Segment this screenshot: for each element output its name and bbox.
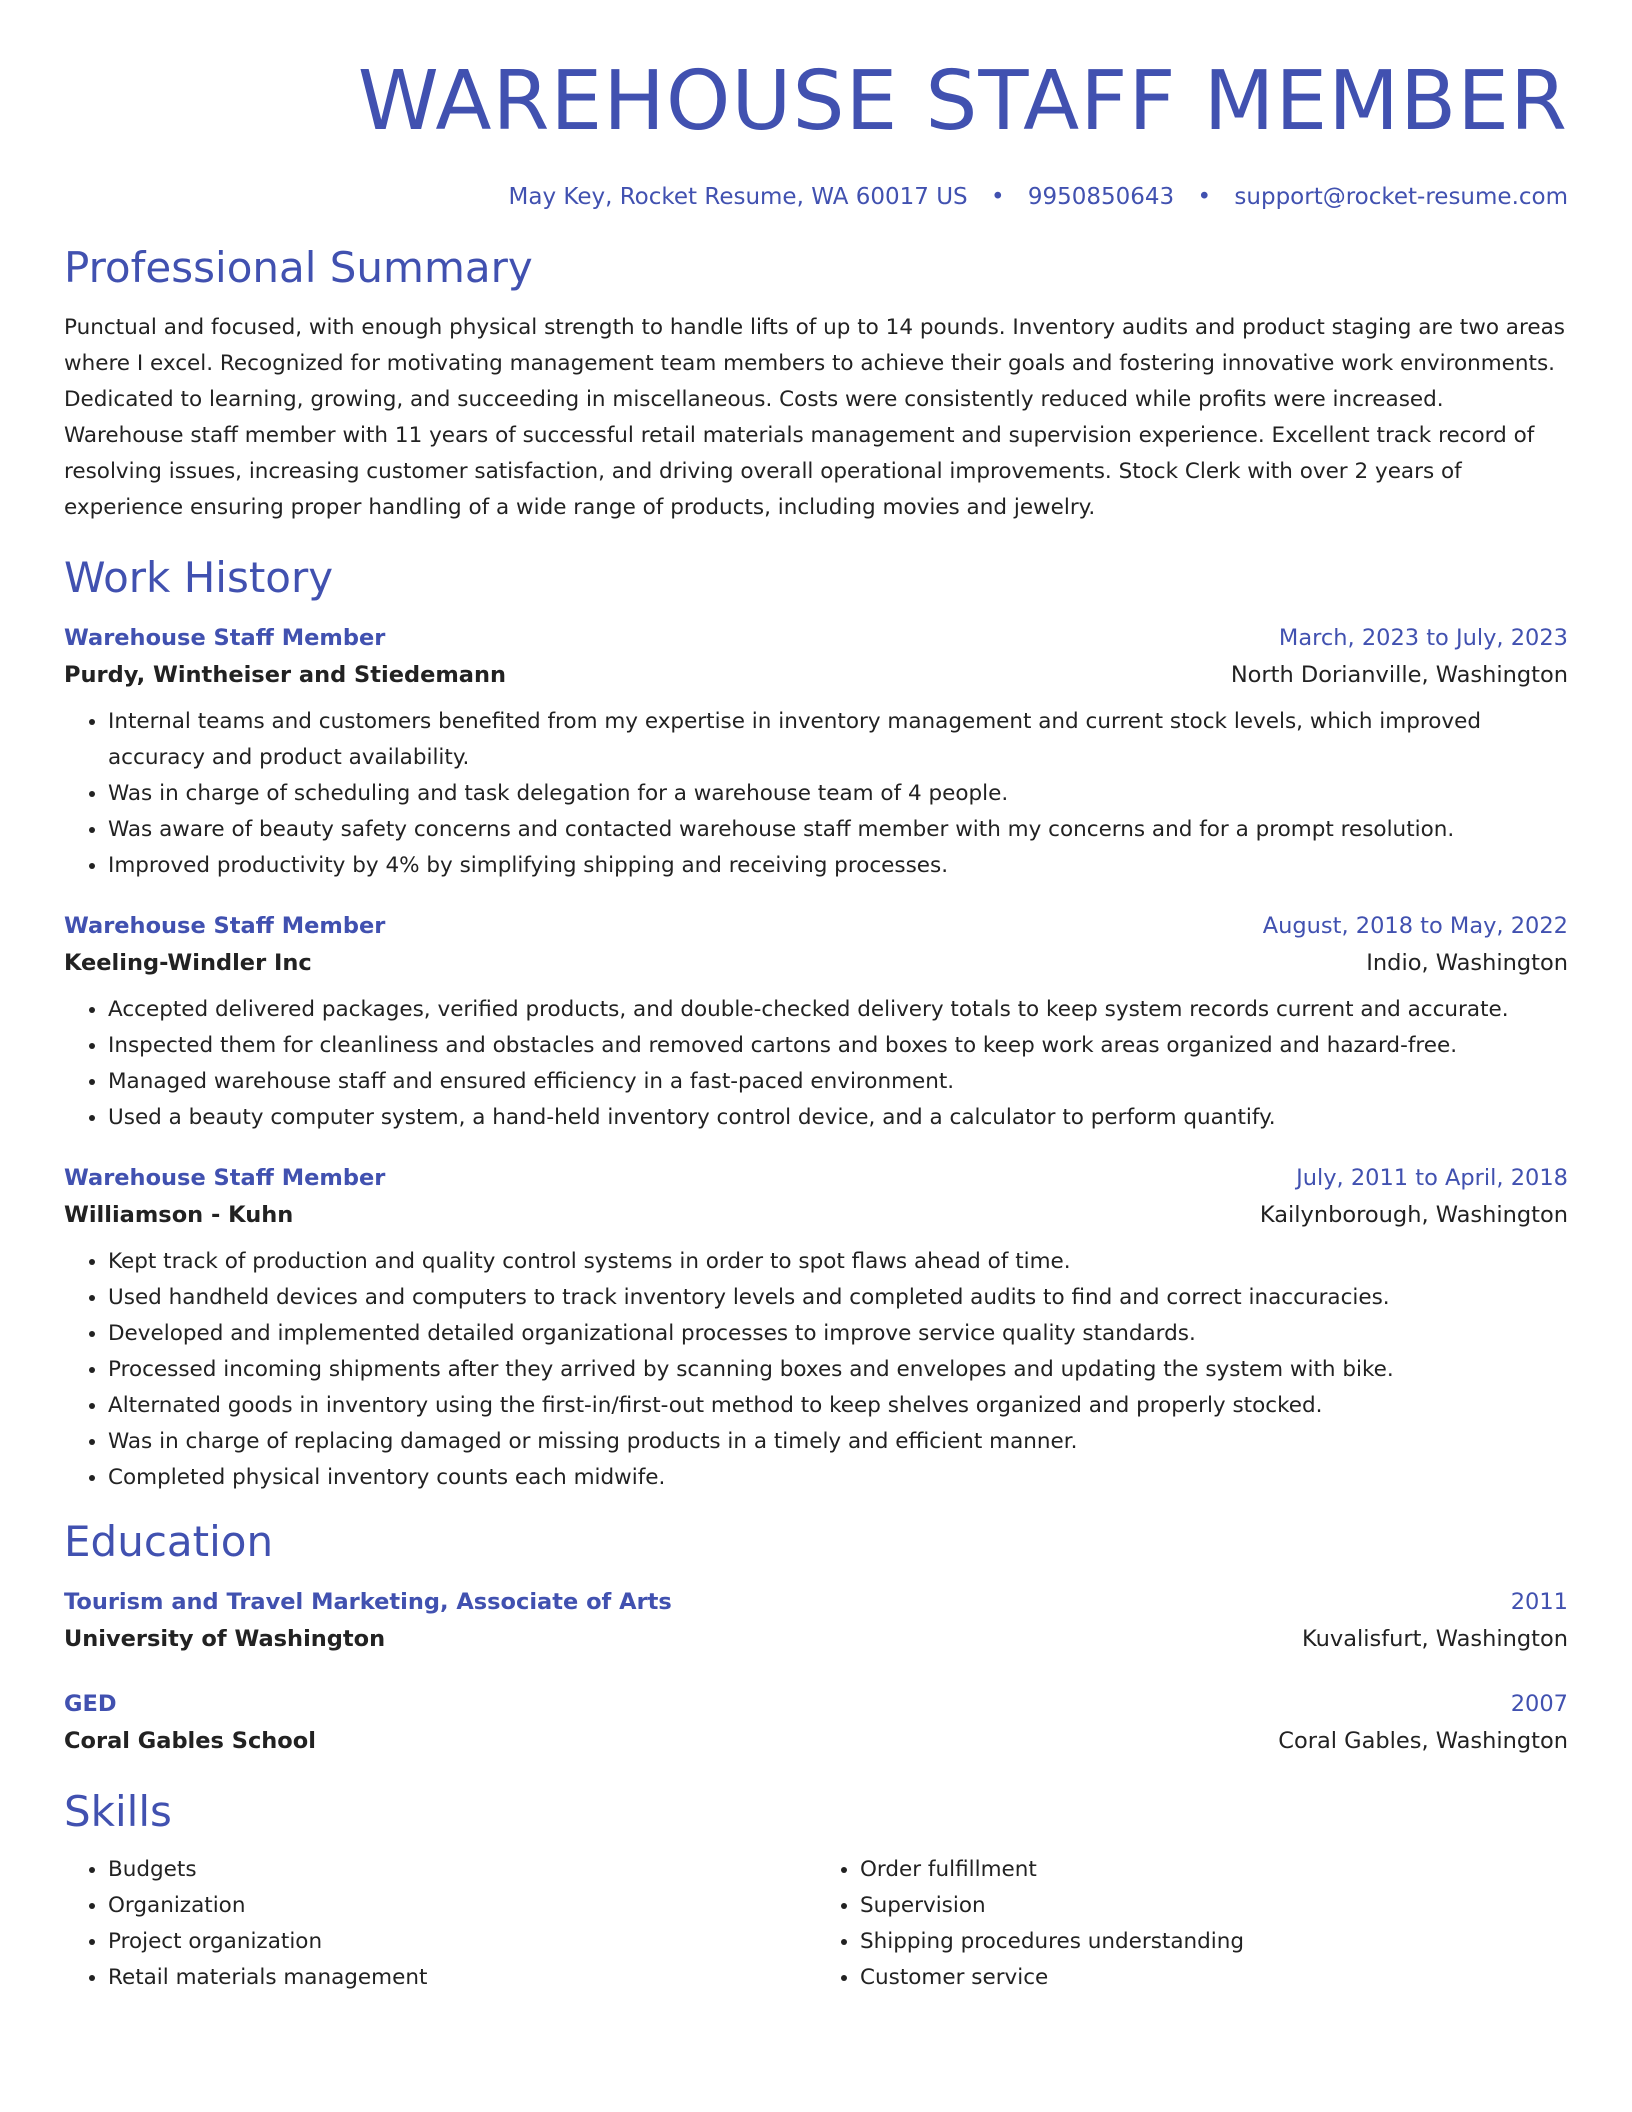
contact-separator: • [1197,184,1212,210]
job-dates: March, 2023 to July, 2023 [1278,625,1568,651]
skill-item: • Organization [108,1888,816,1924]
education-degree: GED [64,1691,117,1717]
job-bullet: • Kept track of production and quality control systems in order to spot flaws ahead of time. [108,1244,1568,1280]
job-bullet: • Internal teams and customers benefited from my expertise in inventory management and current stock levels, which improved accuracy and product availability. [108,704,1568,776]
job-bullet: • Accepted delivered packages, verified products, and double-checked delivery totals to keep system records current and accurate. [108,992,1568,1028]
education-school: University of Washington [64,1626,386,1652]
skill-item: • Order fulfillment [860,1852,1568,1888]
skill-item: • Shipping procedures understanding [860,1924,1568,1960]
job-bullet: • Completed physical inventory counts each midwife. [108,1460,1568,1496]
education-year: 2007 [1510,1691,1568,1717]
contact-address: May Key, Rocket Resume, WA 60017 US [508,184,968,210]
skill-item: • Budgets [108,1852,816,1888]
skill-item: • Retail materials management [108,1960,816,1996]
job-location: North Dorianville, Washington [1230,662,1568,688]
job-bullet: • Developed and implemented detailed organizational processes to improve service quality standards. [108,1316,1568,1352]
skills-list [64,1852,1568,1996]
contact-line [64,182,1568,212]
contact-separator: • [990,184,1005,210]
job-bullet: • Processed incoming shipments after they arrived by scanning boxes and envelopes and updating the system with bike. [108,1352,1568,1388]
job-bullet: • Used handheld devices and computers to track inventory levels and completed audits to find and correct inaccuracies. [108,1280,1568,1316]
skills-column-right [816,1852,1568,1996]
education-entry [64,1686,1568,1760]
job-entry [64,620,1568,884]
job-bullet: • Alternated goods in inventory using the first-in/first-out method to keep shelves organized and properly stocked. [108,1388,1568,1424]
job-location: Kailynborough, Washington [1259,1202,1568,1228]
education-location: Coral Gables, Washington [1278,1728,1568,1754]
education-location: Kuvalisfurt, Washington [1301,1626,1568,1652]
job-company: Keeling-Windler Inc [64,950,312,976]
education-school: Coral Gables School [64,1728,316,1754]
job-bullet: • Used a beauty computer system, a hand-held inventory control device, and a calculator to perform quantify. [108,1100,1568,1136]
contact-email: support@rocket-resume.com [1234,184,1568,210]
job-bullet: • Improved productivity by 4% by simplifying shipping and receiving processes. [108,848,1568,884]
job-entry [64,1160,1568,1496]
education-heading: Education [64,1517,274,1566]
skill-item: • Customer service [860,1960,1568,1996]
job-position: Warehouse Staff Member [64,625,386,651]
job-position: Warehouse Staff Member [64,913,386,939]
job-bullet: • Was in charge of replacing damaged or missing products in a timely and efficient manner. [108,1424,1568,1460]
job-bullets [64,704,1568,884]
job-bullet: • Inspected them for cleanliness and obstacles and removed cartons and boxes to keep work areas organized and hazard-free. [108,1028,1568,1064]
job-bullet: • Managed warehouse staff and ensured efficiency in a fast-paced environment. [108,1064,1568,1100]
resume-name: WAREHOUSE STAFF MEMBER [357,54,1568,149]
job-bullets [64,992,1568,1136]
skill-item: • Supervision [860,1888,1568,1924]
summary-heading: Professional Summary [64,243,533,292]
job-bullet: • Was in charge of scheduling and task delegation for a warehouse team of 4 people. [108,776,1568,812]
job-entry [64,908,1568,1136]
job-company: Williamson - Kuhn [64,1202,294,1228]
skill-item: • Project organization [108,1924,816,1960]
summary-text: Punctual and focused, with enough physical strength to handle lifts of up to 14 pounds. Inventory audits and product staging are two areas where I excel. Recognized for motivating management team members to achieve their goals and fostering innovative work environments. Dedicated to learning, growing, and succeeding in miscellaneous. Costs were consistently reduced while profits were increased. Warehouse staff member with 11 years of successful retail materials management and supervision experience. Excellent track record of resolving issues, increasing customer satisfaction, and driving overall operational improvements. Stock Clerk with over 2 years of experience ensuring proper handling of a wide range of products, including movies and jewelry. [64,315,1565,520]
skills-heading: Skills [64,1787,172,1836]
job-bullets [64,1244,1568,1496]
job-company: Purdy, Wintheiser and Stiedemann [64,662,506,688]
contact-phone: 9950850643 [1027,184,1175,210]
job-bullet: • Was aware of beauty safety concerns and contacted warehouse staff member with my concerns and for a prompt resolution. [108,812,1568,848]
education-degree: Tourism and Travel Marketing, Associate of Arts [64,1589,672,1615]
education-entry [64,1584,1568,1658]
skills-column-left [64,1852,816,1996]
work-history-heading: Work History [64,553,334,602]
education-year: 2011 [1510,1589,1568,1615]
job-position: Warehouse Staff Member [64,1165,386,1191]
job-location: Indio, Washington [1366,950,1568,976]
job-dates: July, 2011 to April, 2018 [1296,1165,1568,1191]
job-dates: August, 2018 to May, 2022 [1262,913,1568,939]
